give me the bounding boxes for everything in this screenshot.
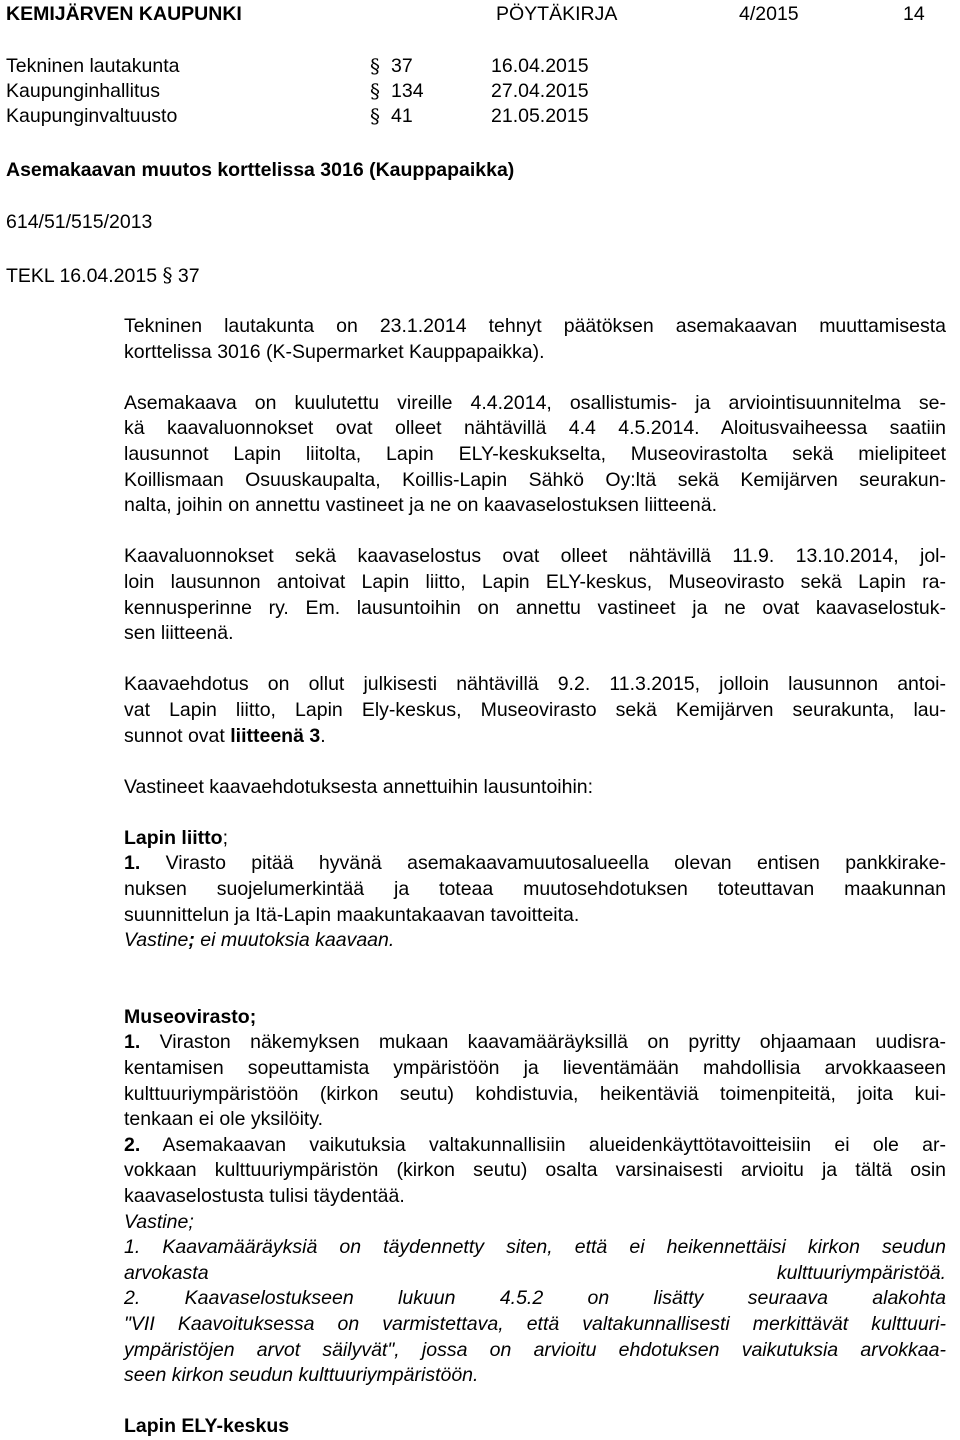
body-date: 21.05.2015 bbox=[491, 105, 589, 127]
text-line bbox=[124, 851, 946, 877]
text-line: Kaavaehdotus on ollut julkisesti nähtävillä 9.2. 11.3.2015, jolloin lausunnon antoi- bbox=[124, 673, 946, 696]
text-line: arvokasta kulttuuriympäristöä. bbox=[124, 1261, 946, 1284]
body-section: 37 bbox=[391, 55, 413, 77]
text-line: Vastine; bbox=[124, 1210, 194, 1233]
text-line: vokkaan kulttuuriympäristön (kirkon seutu) osalta varsinaisesti arvioitu ja tältä osin bbox=[124, 1159, 946, 1182]
paragraph-responses-intro bbox=[124, 775, 946, 801]
meeting-ref bbox=[6, 265, 200, 287]
section-sign-icon: § bbox=[162, 263, 173, 287]
text-line: tenkaan ei ole yksilöity. bbox=[124, 1108, 324, 1131]
section-sign-icon: § bbox=[370, 54, 380, 78]
text-line: Asemakaava on kuulutettu vireille 4.4.2014, osallistumis- ja arviointisuunnitelma se- bbox=[124, 391, 946, 414]
reference-number: 614/51/515/2013 bbox=[6, 211, 153, 233]
text-line: 2. Kaavaselostukseen lukuun 4.5.2 on lisätty seuraava alakohta bbox=[124, 1287, 946, 1310]
paragraph-draft bbox=[124, 544, 946, 646]
doc-number: 4/2015 bbox=[739, 3, 799, 25]
text-line: ympäristöjen arvot säilyvät", jossa on arvioitu ehdotuksen vaikutuksia arvokkaa- bbox=[124, 1338, 946, 1361]
section-heading bbox=[124, 826, 946, 852]
text-line bbox=[124, 724, 946, 750]
paragraph-decision bbox=[124, 314, 946, 365]
text-line: kaavaselostusta tulisi täydentää. bbox=[124, 1185, 405, 1207]
body-section: 134 bbox=[391, 80, 424, 102]
text-line bbox=[124, 1133, 946, 1159]
text-line: nuksen suojelumerkintää ja toteaa muutosehdotuksen toteuttavan maakunnan bbox=[124, 878, 946, 901]
item-number: 2. bbox=[124, 1133, 141, 1156]
item-number: 1. bbox=[124, 852, 141, 875]
doc-type: PÖYTÄKIRJA bbox=[496, 3, 618, 25]
text-fragment: ; bbox=[188, 929, 195, 952]
paragraph-announcement bbox=[124, 391, 946, 519]
heading-suffix: ; bbox=[222, 826, 228, 849]
section-heading: Museovirasto; bbox=[124, 1005, 257, 1028]
text-line: seen kirkon seudun kulttuuriympäristöön. bbox=[124, 1364, 479, 1387]
text-line: korttelissa 3016 (K-Supermarket Kauppapaikka). bbox=[124, 340, 545, 363]
item-number: 1. bbox=[124, 1031, 141, 1054]
text-line bbox=[124, 1030, 946, 1056]
body-text bbox=[124, 314, 946, 1440]
text-line: Kaavaluonnokset sekä kaavaselostus ovat olleet nähtävillä 11.9. 13.10.2014, jol- bbox=[124, 545, 946, 568]
text-line: nalta, joihin on annettu vastineet ja ne on kaavaselostuksen liitteenä. bbox=[124, 494, 717, 517]
text-line: kennusperinne ry. Em. lausuntoihin on annettu vastineet ja ne ovat kaavaselostuk- bbox=[124, 596, 946, 619]
text-fragment: ei muutoksia kaavaan. bbox=[194, 929, 395, 952]
statement-item bbox=[124, 1133, 946, 1210]
text-line: Koillismaan Osuuskaupalta, Koillis-Lapin Sähkö Oy:ltä sekä Kemijärven seurakun- bbox=[124, 468, 946, 491]
text-line: Vastineet kaavaehdotuksesta annettuihin lausuntoihin: bbox=[124, 775, 594, 798]
text-line: kulttuuriympäristöön (kirkon seutu) kohdistuvia, heikentäviä toimenpiteitä, joita kui- bbox=[124, 1082, 946, 1105]
text-fragment: Viraston näkemyksen mukaan kaavamääräyksillä on pyritty ohjaamaan uudisra- bbox=[140, 1031, 946, 1054]
body-name: Kaupunginhallitus bbox=[6, 80, 160, 102]
text-line: "VII Kaavoituksessa on varmistettava, että valtakunnallisesti merkittävät kulttuuri- bbox=[124, 1312, 946, 1335]
section-heading-ely: Lapin ELY-keskus bbox=[124, 1415, 290, 1438]
paragraph-proposal bbox=[124, 672, 946, 749]
heading-text: Lapin liitto bbox=[124, 826, 223, 849]
page-title: Asemakaavan muutos korttelissa 3016 (Kauppapaikka) bbox=[6, 159, 515, 181]
text-fragment: Vastine bbox=[124, 929, 189, 952]
page-number: 14 bbox=[903, 3, 925, 25]
body-name: Kaupunginvaltuusto bbox=[6, 105, 178, 127]
section-lapin-liitto bbox=[124, 826, 946, 954]
statement-item bbox=[124, 851, 946, 928]
response-line bbox=[124, 928, 946, 954]
text-fragment: Asemakaavan vaikutuksia valtakunnallisiin alueidenkäyttötavoitteisiin ei ole ar- bbox=[140, 1133, 946, 1156]
text-line: lausunnot Lapin liitolta, Lapin ELY-keskukselta, Museovirastolta sekä mielipiteet bbox=[124, 442, 946, 465]
meeting-label: TEKL 16.04.2015 bbox=[6, 265, 158, 287]
statement-item bbox=[124, 1030, 946, 1132]
section-museovirasto bbox=[124, 1005, 946, 1389]
section-sign-icon: § bbox=[370, 104, 380, 128]
body-name: Tekninen lautakunta bbox=[6, 55, 180, 77]
text-fragment: Virasto pitää hyvänä asemakaavamuutosalueella olevan entisen pankkirake- bbox=[140, 852, 946, 875]
body-date: 27.04.2015 bbox=[491, 80, 589, 102]
body-date: 16.04.2015 bbox=[491, 55, 589, 77]
body-section: 41 bbox=[391, 105, 413, 127]
meeting-section: 37 bbox=[177, 265, 200, 287]
text-fragment: . bbox=[320, 724, 326, 747]
text-line: kentamisen sopeuttamista ympäristöön ja lieventämään mahdollisia arvokkaaseen bbox=[124, 1057, 946, 1080]
appendix-reference: liitteenä 3 bbox=[230, 724, 321, 747]
text-line: loin lausunnon antoivat Lapin liitto, Lapin ELY-keskus, Museovirasto sekä Lapin ra- bbox=[124, 570, 946, 593]
text-line: sen liitteenä. bbox=[124, 622, 234, 645]
municipality-name: KEMIJÄRVEN KAUPUNKI bbox=[6, 3, 242, 25]
text-line: vat Lapin liitto, Lapin Ely-keskus, Museovirasto sekä Kemijärven seurakunta, lau- bbox=[124, 698, 946, 721]
section-sign-icon: § bbox=[370, 79, 380, 103]
response-block bbox=[124, 1210, 946, 1389]
text-line: Tekninen lautakunta on 23.1.2014 tehnyt päätöksen asemakaavan muuttamisesta bbox=[124, 315, 946, 337]
text-line: suunnittelun ja Itä-Lapin maakuntakaavan tavoitteita. bbox=[124, 903, 580, 926]
text-line: 1. Kaavamääräyksiä on täydennetty siten, että ei heikennettäisi kirkon seudun bbox=[124, 1236, 946, 1259]
text-fragment: sunnot ovat bbox=[124, 724, 231, 747]
text-line: kä kaavaluonnokset ovat olleet nähtävillä 4.4 4.5.2014. Aloitusvaiheessa saatiin bbox=[124, 417, 946, 440]
